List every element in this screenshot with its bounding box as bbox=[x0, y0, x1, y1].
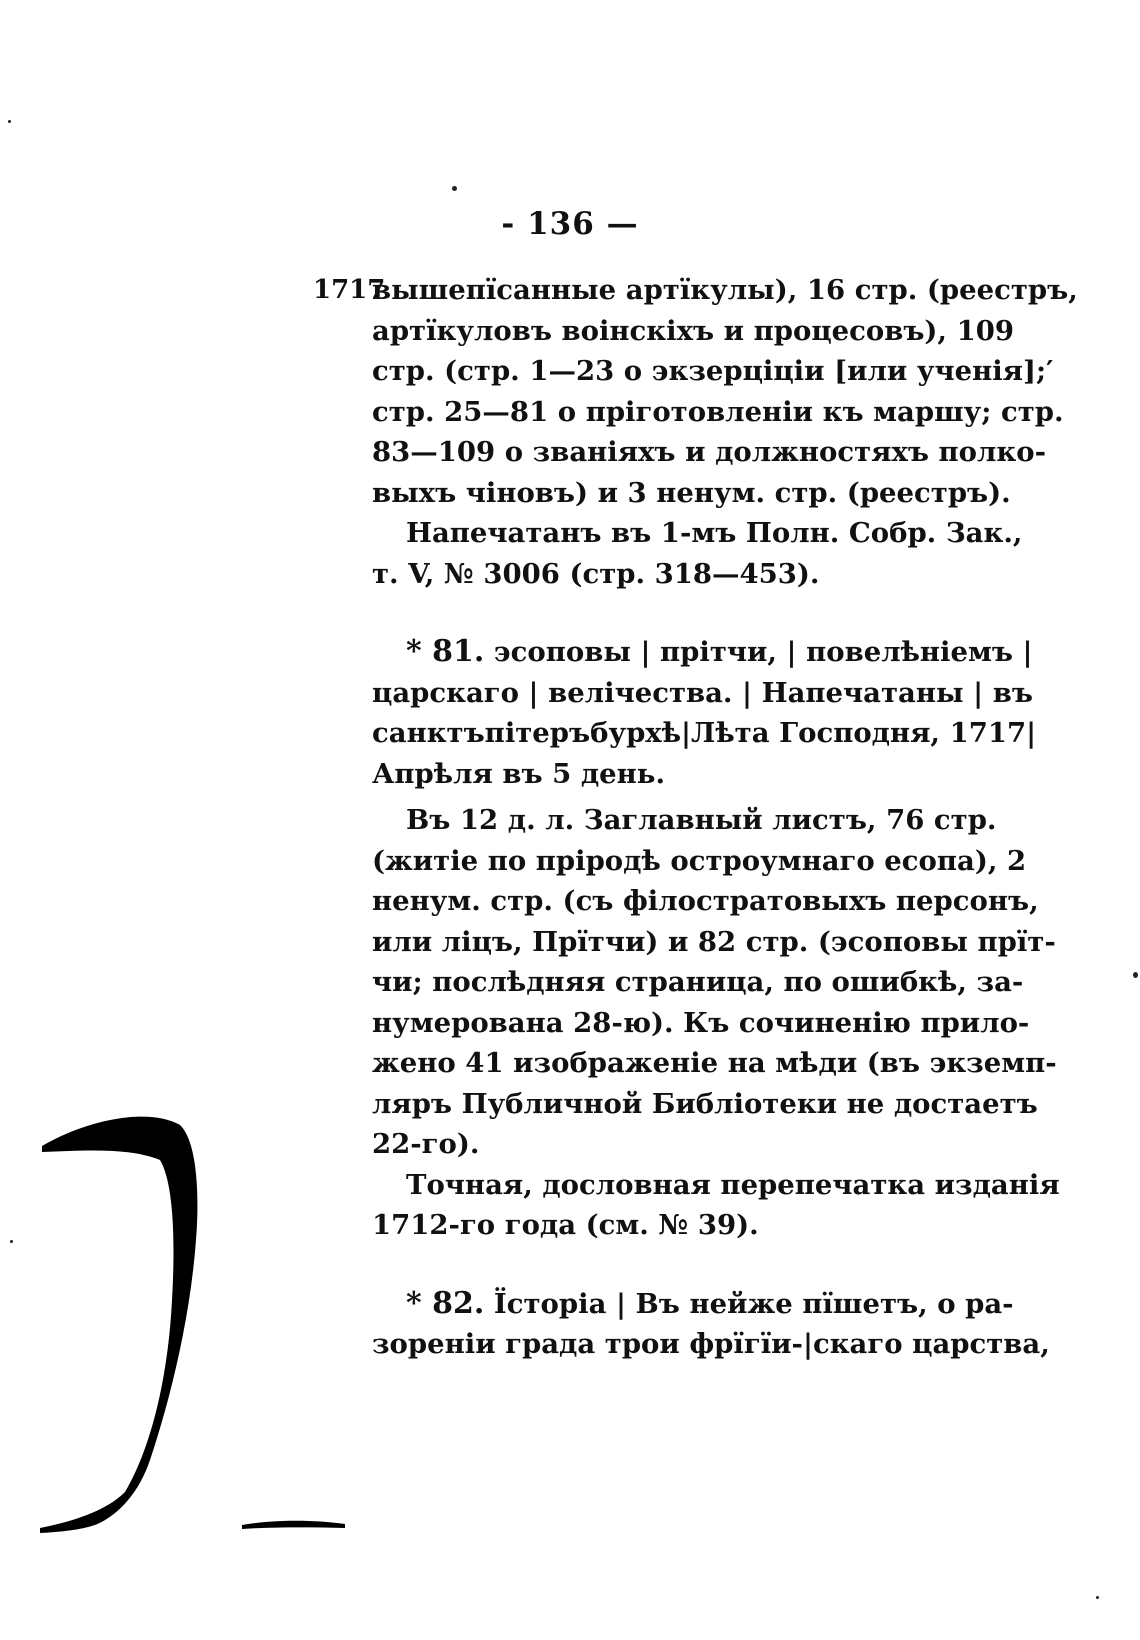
desc-line: ненум. стр. (съ філостратовыхъ персонъ, bbox=[372, 885, 1039, 917]
entry-title-line: зореніи града трои фрїгїи-|скаго царства, bbox=[372, 1328, 1050, 1360]
note-line: 1712-го года (см. № 39). bbox=[372, 1209, 759, 1241]
desc-line: чи; послѣдняя страница, по ошибкѣ, за- bbox=[372, 966, 1024, 998]
text-line: 83—109 о званіяхъ и должностяхъ полко- bbox=[372, 436, 1047, 468]
spacer bbox=[372, 594, 994, 632]
desc-line: Въ 12 д. л. Заглавный листъ, 76 стр. bbox=[406, 804, 997, 836]
desc-line: (житіе по пріродѣ остроумнаго есопа), 2 bbox=[372, 844, 1027, 877]
note-line: Напечатанъ въ 1-мъ Полн. Собр. Зак., bbox=[406, 517, 1023, 549]
page-number: - 136 — bbox=[501, 206, 639, 242]
desc-line: 22-го). bbox=[372, 1128, 480, 1160]
margin-year: 1717 bbox=[313, 275, 386, 305]
scan-speck bbox=[10, 1240, 13, 1243]
entry-title-line bbox=[372, 1284, 1014, 1325]
text-line: выхъ чіновъ) и 3 ненум. стр. (реестръ). bbox=[372, 476, 1011, 509]
text-line: стр. (стр. 1—23 о экзерціціи [или ученія];′ bbox=[372, 355, 1054, 387]
entry-number: * 82. bbox=[406, 1285, 485, 1321]
scan-speck bbox=[1096, 1596, 1099, 1599]
ink-underline-mark bbox=[242, 1521, 345, 1529]
desc-line: нумерована 28-ю). Къ сочиненію прило- bbox=[372, 1006, 1030, 1039]
scan-speck bbox=[1133, 972, 1138, 978]
desc-line: жено 41 изображеніе на мѣди (въ экземп- bbox=[372, 1047, 1057, 1079]
scan-speck bbox=[452, 186, 457, 191]
entry-number: * 81. bbox=[406, 634, 485, 669]
desc-line: или ліцъ, Прїтчи) и 82 стр. (эсоповы прїт- bbox=[372, 925, 1056, 958]
ink-blot-curve bbox=[40, 1117, 197, 1533]
entry-title-line: Апрѣля въ 5 день. bbox=[372, 757, 666, 790]
note-line: Точная, дословная перепечатка изданія bbox=[406, 1168, 1060, 1201]
text-line: артїкуловъ воінскіхъ и процесовъ), 109 bbox=[372, 314, 1014, 347]
main-text bbox=[372, 270, 1078, 1365]
entry-title-line bbox=[372, 632, 1033, 673]
spacer bbox=[372, 1246, 994, 1284]
entry-title-line: санктъпітеръбурхѣ|Лѣта Господня, 1717| bbox=[372, 717, 1037, 749]
entry-title-text: Їсторіа | Въ нейже пїшетъ, о ра- bbox=[493, 1287, 1014, 1320]
text-line: стр. 25—81 о пріготовленіи къ маршу; стр. bbox=[372, 395, 1064, 428]
entry-title-line: царскаго | велічества. | Напечатаны | въ bbox=[372, 676, 1033, 709]
desc-line: ляръ Публичной Библіотеки не достаетъ bbox=[372, 1087, 1038, 1120]
text-line: вышепїсанные артїкулы), 16 стр. (реестръ, bbox=[372, 274, 1078, 306]
note-line: т. V, № 3006 (стр. 318—453). bbox=[372, 557, 820, 590]
scan-speck bbox=[8, 120, 11, 123]
entry-title-text: эсоповы | прітчи, | повелѣніемъ | bbox=[493, 636, 1033, 668]
